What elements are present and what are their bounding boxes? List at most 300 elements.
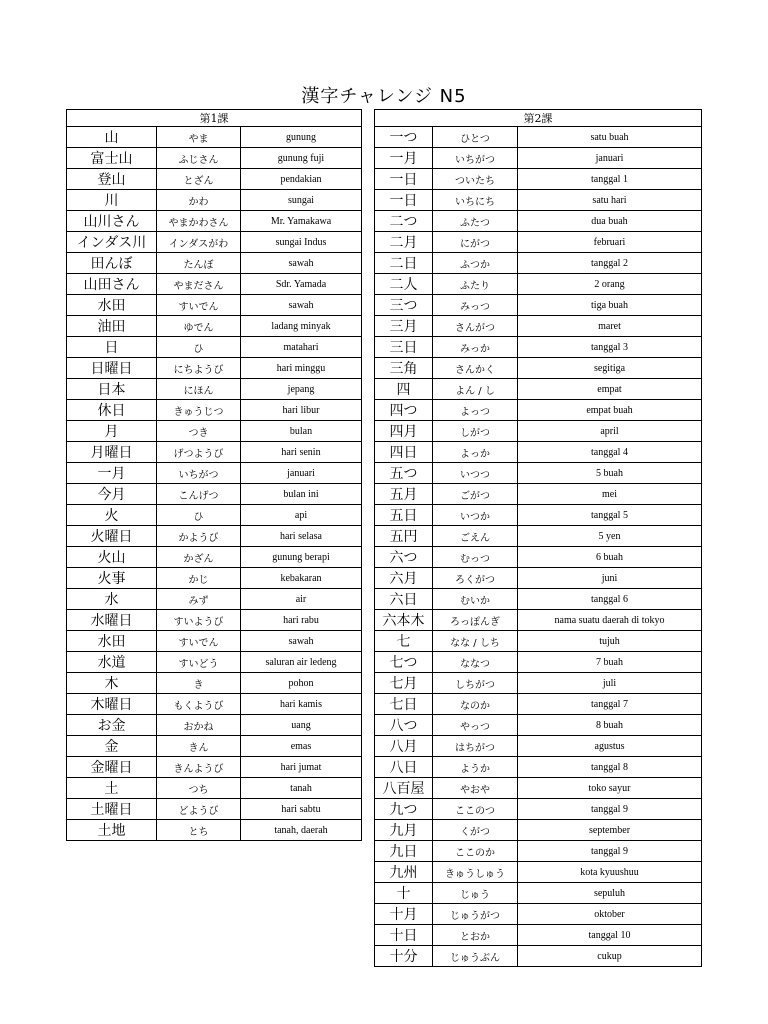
kanji-cell: 四 bbox=[375, 379, 433, 400]
meaning-cell: maret bbox=[518, 316, 702, 337]
meaning-cell: satu hari bbox=[518, 190, 702, 211]
table-row bbox=[67, 736, 362, 757]
reading-cell: いつつ bbox=[433, 463, 518, 484]
kanji-cell: 七 bbox=[375, 631, 433, 652]
reading-cell: むいか bbox=[433, 589, 518, 610]
meaning-cell: 8 buah bbox=[518, 715, 702, 736]
table-row bbox=[375, 820, 702, 841]
table-row bbox=[375, 904, 702, 925]
kanji-cell: 田んぼ bbox=[67, 253, 157, 274]
meaning-cell: sawah bbox=[241, 295, 362, 316]
meaning-cell: 5 buah bbox=[518, 463, 702, 484]
meaning-cell: februari bbox=[518, 232, 702, 253]
table-row bbox=[375, 358, 702, 379]
kanji-cell: 三月 bbox=[375, 316, 433, 337]
table-row bbox=[375, 946, 702, 967]
meaning-cell: hari jumat bbox=[241, 757, 362, 778]
table-row bbox=[375, 799, 702, 820]
reading-cell: ようか bbox=[433, 757, 518, 778]
kanji-cell: 七日 bbox=[375, 694, 433, 715]
meaning-cell: tanggal 4 bbox=[518, 442, 702, 463]
kanji-cell: 三角 bbox=[375, 358, 433, 379]
kanji-cell: 五つ bbox=[375, 463, 433, 484]
meaning-cell: gunung bbox=[241, 127, 362, 148]
kanji-cell: 五月 bbox=[375, 484, 433, 505]
meaning-cell: bulan ini bbox=[241, 484, 362, 505]
table-row bbox=[375, 610, 702, 631]
reading-cell: どようび bbox=[157, 799, 241, 820]
page-title: 漢字チャレンジ N5 bbox=[301, 86, 467, 107]
reading-cell: こんげつ bbox=[157, 484, 241, 505]
kanji-cell: 山田さん bbox=[67, 274, 157, 295]
reading-cell: にがつ bbox=[433, 232, 518, 253]
table-row bbox=[375, 211, 702, 232]
reading-cell: いちがつ bbox=[433, 148, 518, 169]
table-row bbox=[375, 127, 702, 148]
meaning-cell: tanggal 5 bbox=[518, 505, 702, 526]
table-row bbox=[375, 295, 702, 316]
reading-cell: にちようび bbox=[157, 358, 241, 379]
reading-cell: つき bbox=[157, 421, 241, 442]
kanji-cell: 九月 bbox=[375, 820, 433, 841]
reading-cell: やまかわさん bbox=[157, 211, 241, 232]
reading-cell: じゅうぶん bbox=[433, 946, 518, 967]
meaning-cell: oktober bbox=[518, 904, 702, 925]
reading-cell: かざん bbox=[157, 547, 241, 568]
kanji-cell: 四月 bbox=[375, 421, 433, 442]
table-row bbox=[375, 316, 702, 337]
table-row bbox=[375, 841, 702, 862]
reading-cell: ここのか bbox=[433, 841, 518, 862]
table-row bbox=[375, 169, 702, 190]
table-row bbox=[67, 274, 362, 295]
table-row bbox=[375, 568, 702, 589]
reading-cell: きん bbox=[157, 736, 241, 757]
table-row bbox=[67, 757, 362, 778]
reading-cell: ついたち bbox=[433, 169, 518, 190]
meaning-cell: juni bbox=[518, 568, 702, 589]
kanji-cell: 六日 bbox=[375, 589, 433, 610]
reading-cell: ごがつ bbox=[433, 484, 518, 505]
reading-cell: ゆでん bbox=[157, 316, 241, 337]
table-row bbox=[67, 799, 362, 820]
meaning-cell: emas bbox=[241, 736, 362, 757]
reading-cell: すいでん bbox=[157, 295, 241, 316]
kanji-cell: 月曜日 bbox=[67, 442, 157, 463]
kanji-cell: 水田 bbox=[67, 295, 157, 316]
table-row bbox=[67, 253, 362, 274]
kanji-cell: 富士山 bbox=[67, 148, 157, 169]
table-row bbox=[67, 169, 362, 190]
reading-cell: さんかく bbox=[433, 358, 518, 379]
table-row bbox=[375, 694, 702, 715]
kanji-cell: 月 bbox=[67, 421, 157, 442]
table-row bbox=[67, 526, 362, 547]
table-row bbox=[67, 316, 362, 337]
table-row bbox=[67, 421, 362, 442]
table-row bbox=[67, 190, 362, 211]
reading-cell: ひ bbox=[157, 505, 241, 526]
table-row bbox=[67, 442, 362, 463]
meaning-cell: satu buah bbox=[518, 127, 702, 148]
table-row bbox=[67, 673, 362, 694]
meaning-cell: 7 buah bbox=[518, 652, 702, 673]
meaning-cell: tiga buah bbox=[518, 295, 702, 316]
reading-cell: さんがつ bbox=[433, 316, 518, 337]
meaning-cell: hari selasa bbox=[241, 526, 362, 547]
kanji-cell: 金曜日 bbox=[67, 757, 157, 778]
reading-cell: かわ bbox=[157, 190, 241, 211]
table-row bbox=[375, 652, 702, 673]
reading-cell: ふたり bbox=[433, 274, 518, 295]
meaning-cell: tanggal 6 bbox=[518, 589, 702, 610]
kanji-cell: 木曜日 bbox=[67, 694, 157, 715]
reading-cell: ごえん bbox=[433, 526, 518, 547]
meaning-cell: gunung berapi bbox=[241, 547, 362, 568]
meaning-cell: Mr. Yamakawa bbox=[241, 211, 362, 232]
reading-cell: なのか bbox=[433, 694, 518, 715]
table-row bbox=[375, 232, 702, 253]
reading-cell: むっつ bbox=[433, 547, 518, 568]
kanji-cell: 八つ bbox=[375, 715, 433, 736]
meaning-cell: bulan bbox=[241, 421, 362, 442]
reading-cell: じゅう bbox=[433, 883, 518, 904]
table-row bbox=[67, 589, 362, 610]
meaning-cell: toko sayur bbox=[518, 778, 702, 799]
reading-cell: ななつ bbox=[433, 652, 518, 673]
table-row bbox=[375, 757, 702, 778]
kanji-cell: 油田 bbox=[67, 316, 157, 337]
reading-cell: はちがつ bbox=[433, 736, 518, 757]
reading-cell: とざん bbox=[157, 169, 241, 190]
table-row bbox=[67, 148, 362, 169]
table-row bbox=[67, 694, 362, 715]
reading-cell: みっか bbox=[433, 337, 518, 358]
meaning-cell: tanah, daerah bbox=[241, 820, 362, 841]
kanji-cell: 二月 bbox=[375, 232, 433, 253]
table-row bbox=[375, 400, 702, 421]
meaning-cell: ladang minyak bbox=[241, 316, 362, 337]
reading-cell: とおか bbox=[433, 925, 518, 946]
meaning-cell: air bbox=[241, 589, 362, 610]
table-row bbox=[67, 505, 362, 526]
reading-cell: にほん bbox=[157, 379, 241, 400]
meaning-cell: hari sabtu bbox=[241, 799, 362, 820]
kanji-cell: 七月 bbox=[375, 673, 433, 694]
kanji-cell: 十月 bbox=[375, 904, 433, 925]
table-row bbox=[67, 610, 362, 631]
meaning-cell: tanah bbox=[241, 778, 362, 799]
reading-cell: ろくがつ bbox=[433, 568, 518, 589]
table-row bbox=[67, 211, 362, 232]
lesson-1-heading: 第1課 bbox=[67, 110, 362, 127]
kanji-cell: 一日 bbox=[375, 169, 433, 190]
kanji-cell: 十日 bbox=[375, 925, 433, 946]
reading-cell: よっつ bbox=[433, 400, 518, 421]
kanji-cell: 八百屋 bbox=[375, 778, 433, 799]
meaning-cell: uang bbox=[241, 715, 362, 736]
meaning-cell: sawah bbox=[241, 631, 362, 652]
reading-cell: きんようび bbox=[157, 757, 241, 778]
reading-cell: みず bbox=[157, 589, 241, 610]
kanji-cell: 二つ bbox=[375, 211, 433, 232]
kanji-cell: 十分 bbox=[375, 946, 433, 967]
table-row bbox=[375, 925, 702, 946]
table-row bbox=[67, 715, 362, 736]
meaning-cell: api bbox=[241, 505, 362, 526]
table-row bbox=[375, 463, 702, 484]
table-row bbox=[67, 232, 362, 253]
reading-cell: とち bbox=[157, 820, 241, 841]
meaning-cell: tanggal 3 bbox=[518, 337, 702, 358]
kanji-cell: 一日 bbox=[375, 190, 433, 211]
meaning-cell: tanggal 9 bbox=[518, 841, 702, 862]
lesson-2-table bbox=[374, 109, 702, 967]
reading-cell: やっつ bbox=[433, 715, 518, 736]
reading-cell: いちがつ bbox=[157, 463, 241, 484]
reading-cell: しがつ bbox=[433, 421, 518, 442]
table-row bbox=[375, 379, 702, 400]
meaning-cell: nama suatu daerah di tokyo bbox=[518, 610, 702, 631]
meaning-cell: sungai Indus bbox=[241, 232, 362, 253]
reading-cell: かじ bbox=[157, 568, 241, 589]
reading-cell: やま bbox=[157, 127, 241, 148]
meaning-cell: 5 yen bbox=[518, 526, 702, 547]
meaning-cell: sungai bbox=[241, 190, 362, 211]
kanji-cell: 七つ bbox=[375, 652, 433, 673]
kanji-cell: インダス川 bbox=[67, 232, 157, 253]
reading-cell: ここのつ bbox=[433, 799, 518, 820]
meaning-cell: tanggal 8 bbox=[518, 757, 702, 778]
kanji-cell: 二日 bbox=[375, 253, 433, 274]
kanji-cell: 五円 bbox=[375, 526, 433, 547]
kanji-cell: 火事 bbox=[67, 568, 157, 589]
kanji-cell: 山川さん bbox=[67, 211, 157, 232]
kanji-cell: 九つ bbox=[375, 799, 433, 820]
reading-cell: ふたつ bbox=[433, 211, 518, 232]
meaning-cell: kota kyuushuu bbox=[518, 862, 702, 883]
meaning-cell: tanggal 10 bbox=[518, 925, 702, 946]
meaning-cell: hari senin bbox=[241, 442, 362, 463]
reading-cell: しちがつ bbox=[433, 673, 518, 694]
table-row bbox=[375, 862, 702, 883]
reading-cell: ふつか bbox=[433, 253, 518, 274]
reading-cell: ひ bbox=[157, 337, 241, 358]
reading-cell: きゅうしゅう bbox=[433, 862, 518, 883]
meaning-cell: 6 buah bbox=[518, 547, 702, 568]
table-row bbox=[67, 400, 362, 421]
reading-cell: つち bbox=[157, 778, 241, 799]
table-row bbox=[67, 337, 362, 358]
reading-cell: げつようび bbox=[157, 442, 241, 463]
meaning-cell: hari minggu bbox=[241, 358, 362, 379]
kanji-cell: 今月 bbox=[67, 484, 157, 505]
table-row bbox=[375, 337, 702, 358]
table-row bbox=[67, 778, 362, 799]
meaning-cell: pohon bbox=[241, 673, 362, 694]
table-row bbox=[375, 484, 702, 505]
table-row bbox=[375, 589, 702, 610]
meaning-cell: pendakian bbox=[241, 169, 362, 190]
meaning-cell: januari bbox=[241, 463, 362, 484]
meaning-cell: sepuluh bbox=[518, 883, 702, 904]
meaning-cell: april bbox=[518, 421, 702, 442]
meaning-cell: cukup bbox=[518, 946, 702, 967]
table-row bbox=[67, 295, 362, 316]
kanji-cell: 九州 bbox=[375, 862, 433, 883]
meaning-cell: tujuh bbox=[518, 631, 702, 652]
kanji-cell: 水道 bbox=[67, 652, 157, 673]
kanji-cell: 四日 bbox=[375, 442, 433, 463]
kanji-cell: 六本木 bbox=[375, 610, 433, 631]
table-row bbox=[67, 484, 362, 505]
table-row bbox=[375, 715, 702, 736]
kanji-cell: 土曜日 bbox=[67, 799, 157, 820]
kanji-cell: 六つ bbox=[375, 547, 433, 568]
kanji-cell: 一つ bbox=[375, 127, 433, 148]
table-row bbox=[375, 883, 702, 904]
lesson-1-table bbox=[66, 109, 362, 841]
reading-cell: じゅうがつ bbox=[433, 904, 518, 925]
meaning-cell: hari rabu bbox=[241, 610, 362, 631]
kanji-cell: 休日 bbox=[67, 400, 157, 421]
meaning-cell: juli bbox=[518, 673, 702, 694]
kanji-cell: 八日 bbox=[375, 757, 433, 778]
reading-cell: たんぼ bbox=[157, 253, 241, 274]
meaning-cell: Sdr. Yamada bbox=[241, 274, 362, 295]
kanji-cell: 六月 bbox=[375, 568, 433, 589]
kanji-cell: 水曜日 bbox=[67, 610, 157, 631]
reading-cell: くがつ bbox=[433, 820, 518, 841]
reading-cell: すいようび bbox=[157, 610, 241, 631]
meaning-cell: 2 orang bbox=[518, 274, 702, 295]
meaning-cell: hari libur bbox=[241, 400, 362, 421]
kanji-cell: 木 bbox=[67, 673, 157, 694]
table-row bbox=[375, 421, 702, 442]
table-row bbox=[375, 274, 702, 295]
table-row bbox=[67, 379, 362, 400]
kanji-cell: 火 bbox=[67, 505, 157, 526]
meaning-cell: september bbox=[518, 820, 702, 841]
meaning-cell: tanggal 1 bbox=[518, 169, 702, 190]
meaning-cell: empat buah bbox=[518, 400, 702, 421]
reading-cell: ろっぽんぎ bbox=[433, 610, 518, 631]
table-row bbox=[375, 526, 702, 547]
table-row bbox=[375, 253, 702, 274]
reading-cell: やまださん bbox=[157, 274, 241, 295]
meaning-cell: tanggal 2 bbox=[518, 253, 702, 274]
meaning-cell: dua buah bbox=[518, 211, 702, 232]
meaning-cell: segitiga bbox=[518, 358, 702, 379]
table-row bbox=[375, 505, 702, 526]
table-row bbox=[67, 358, 362, 379]
kanji-cell: お金 bbox=[67, 715, 157, 736]
table-row bbox=[67, 631, 362, 652]
kanji-cell: 九日 bbox=[375, 841, 433, 862]
kanji-cell: 日 bbox=[67, 337, 157, 358]
reading-cell: やおや bbox=[433, 778, 518, 799]
reading-cell: よん / し bbox=[433, 379, 518, 400]
kanji-cell: 四つ bbox=[375, 400, 433, 421]
table-row bbox=[375, 547, 702, 568]
kanji-cell: 五日 bbox=[375, 505, 433, 526]
lesson-2-heading: 第2課 bbox=[375, 110, 702, 127]
kanji-cell: 二人 bbox=[375, 274, 433, 295]
table-row bbox=[375, 631, 702, 652]
table-row bbox=[375, 148, 702, 169]
reading-cell: おかね bbox=[157, 715, 241, 736]
reading-cell: ひとつ bbox=[433, 127, 518, 148]
meaning-cell: hari kamis bbox=[241, 694, 362, 715]
reading-cell: すいでん bbox=[157, 631, 241, 652]
table-row bbox=[67, 568, 362, 589]
reading-cell: き bbox=[157, 673, 241, 694]
reading-cell: なな / しち bbox=[433, 631, 518, 652]
meaning-cell: januari bbox=[518, 148, 702, 169]
meaning-cell: sawah bbox=[241, 253, 362, 274]
kanji-cell: 火山 bbox=[67, 547, 157, 568]
table-row bbox=[375, 778, 702, 799]
kanji-cell: 一月 bbox=[67, 463, 157, 484]
meaning-cell: tanggal 7 bbox=[518, 694, 702, 715]
meaning-cell: saluran air ledeng bbox=[241, 652, 362, 673]
meaning-cell: mei bbox=[518, 484, 702, 505]
meaning-cell: agustus bbox=[518, 736, 702, 757]
kanji-cell: 三日 bbox=[375, 337, 433, 358]
kanji-cell: 三つ bbox=[375, 295, 433, 316]
kanji-cell: 日曜日 bbox=[67, 358, 157, 379]
kanji-cell: 土地 bbox=[67, 820, 157, 841]
meaning-cell: empat bbox=[518, 379, 702, 400]
table-row bbox=[67, 652, 362, 673]
reading-cell: インダスがわ bbox=[157, 232, 241, 253]
table-row bbox=[67, 547, 362, 568]
table-row bbox=[67, 463, 362, 484]
kanji-cell: 十 bbox=[375, 883, 433, 904]
kanji-cell: 金 bbox=[67, 736, 157, 757]
kanji-cell: 八月 bbox=[375, 736, 433, 757]
table-row bbox=[67, 820, 362, 841]
reading-cell: よっか bbox=[433, 442, 518, 463]
table-row bbox=[67, 127, 362, 148]
kanji-cell: 日本 bbox=[67, 379, 157, 400]
reading-cell: もくようび bbox=[157, 694, 241, 715]
meaning-cell: matahari bbox=[241, 337, 362, 358]
kanji-cell: 土 bbox=[67, 778, 157, 799]
kanji-cell: 水 bbox=[67, 589, 157, 610]
meaning-cell: gunung fuji bbox=[241, 148, 362, 169]
kanji-cell: 水田 bbox=[67, 631, 157, 652]
table-row bbox=[375, 736, 702, 757]
meaning-cell: jepang bbox=[241, 379, 362, 400]
kanji-cell: 川 bbox=[67, 190, 157, 211]
table-row bbox=[375, 442, 702, 463]
table-row bbox=[375, 673, 702, 694]
reading-cell: すいどう bbox=[157, 652, 241, 673]
table-row bbox=[375, 190, 702, 211]
reading-cell: みっつ bbox=[433, 295, 518, 316]
meaning-cell: kebakaran bbox=[241, 568, 362, 589]
kanji-cell: 火曜日 bbox=[67, 526, 157, 547]
kanji-cell: 登山 bbox=[67, 169, 157, 190]
kanji-cell: 山 bbox=[67, 127, 157, 148]
meaning-cell: tanggal 9 bbox=[518, 799, 702, 820]
kanji-cell: 一月 bbox=[375, 148, 433, 169]
reading-cell: きゅうじつ bbox=[157, 400, 241, 421]
reading-cell: かようび bbox=[157, 526, 241, 547]
reading-cell: ふじさん bbox=[157, 148, 241, 169]
reading-cell: いつか bbox=[433, 505, 518, 526]
